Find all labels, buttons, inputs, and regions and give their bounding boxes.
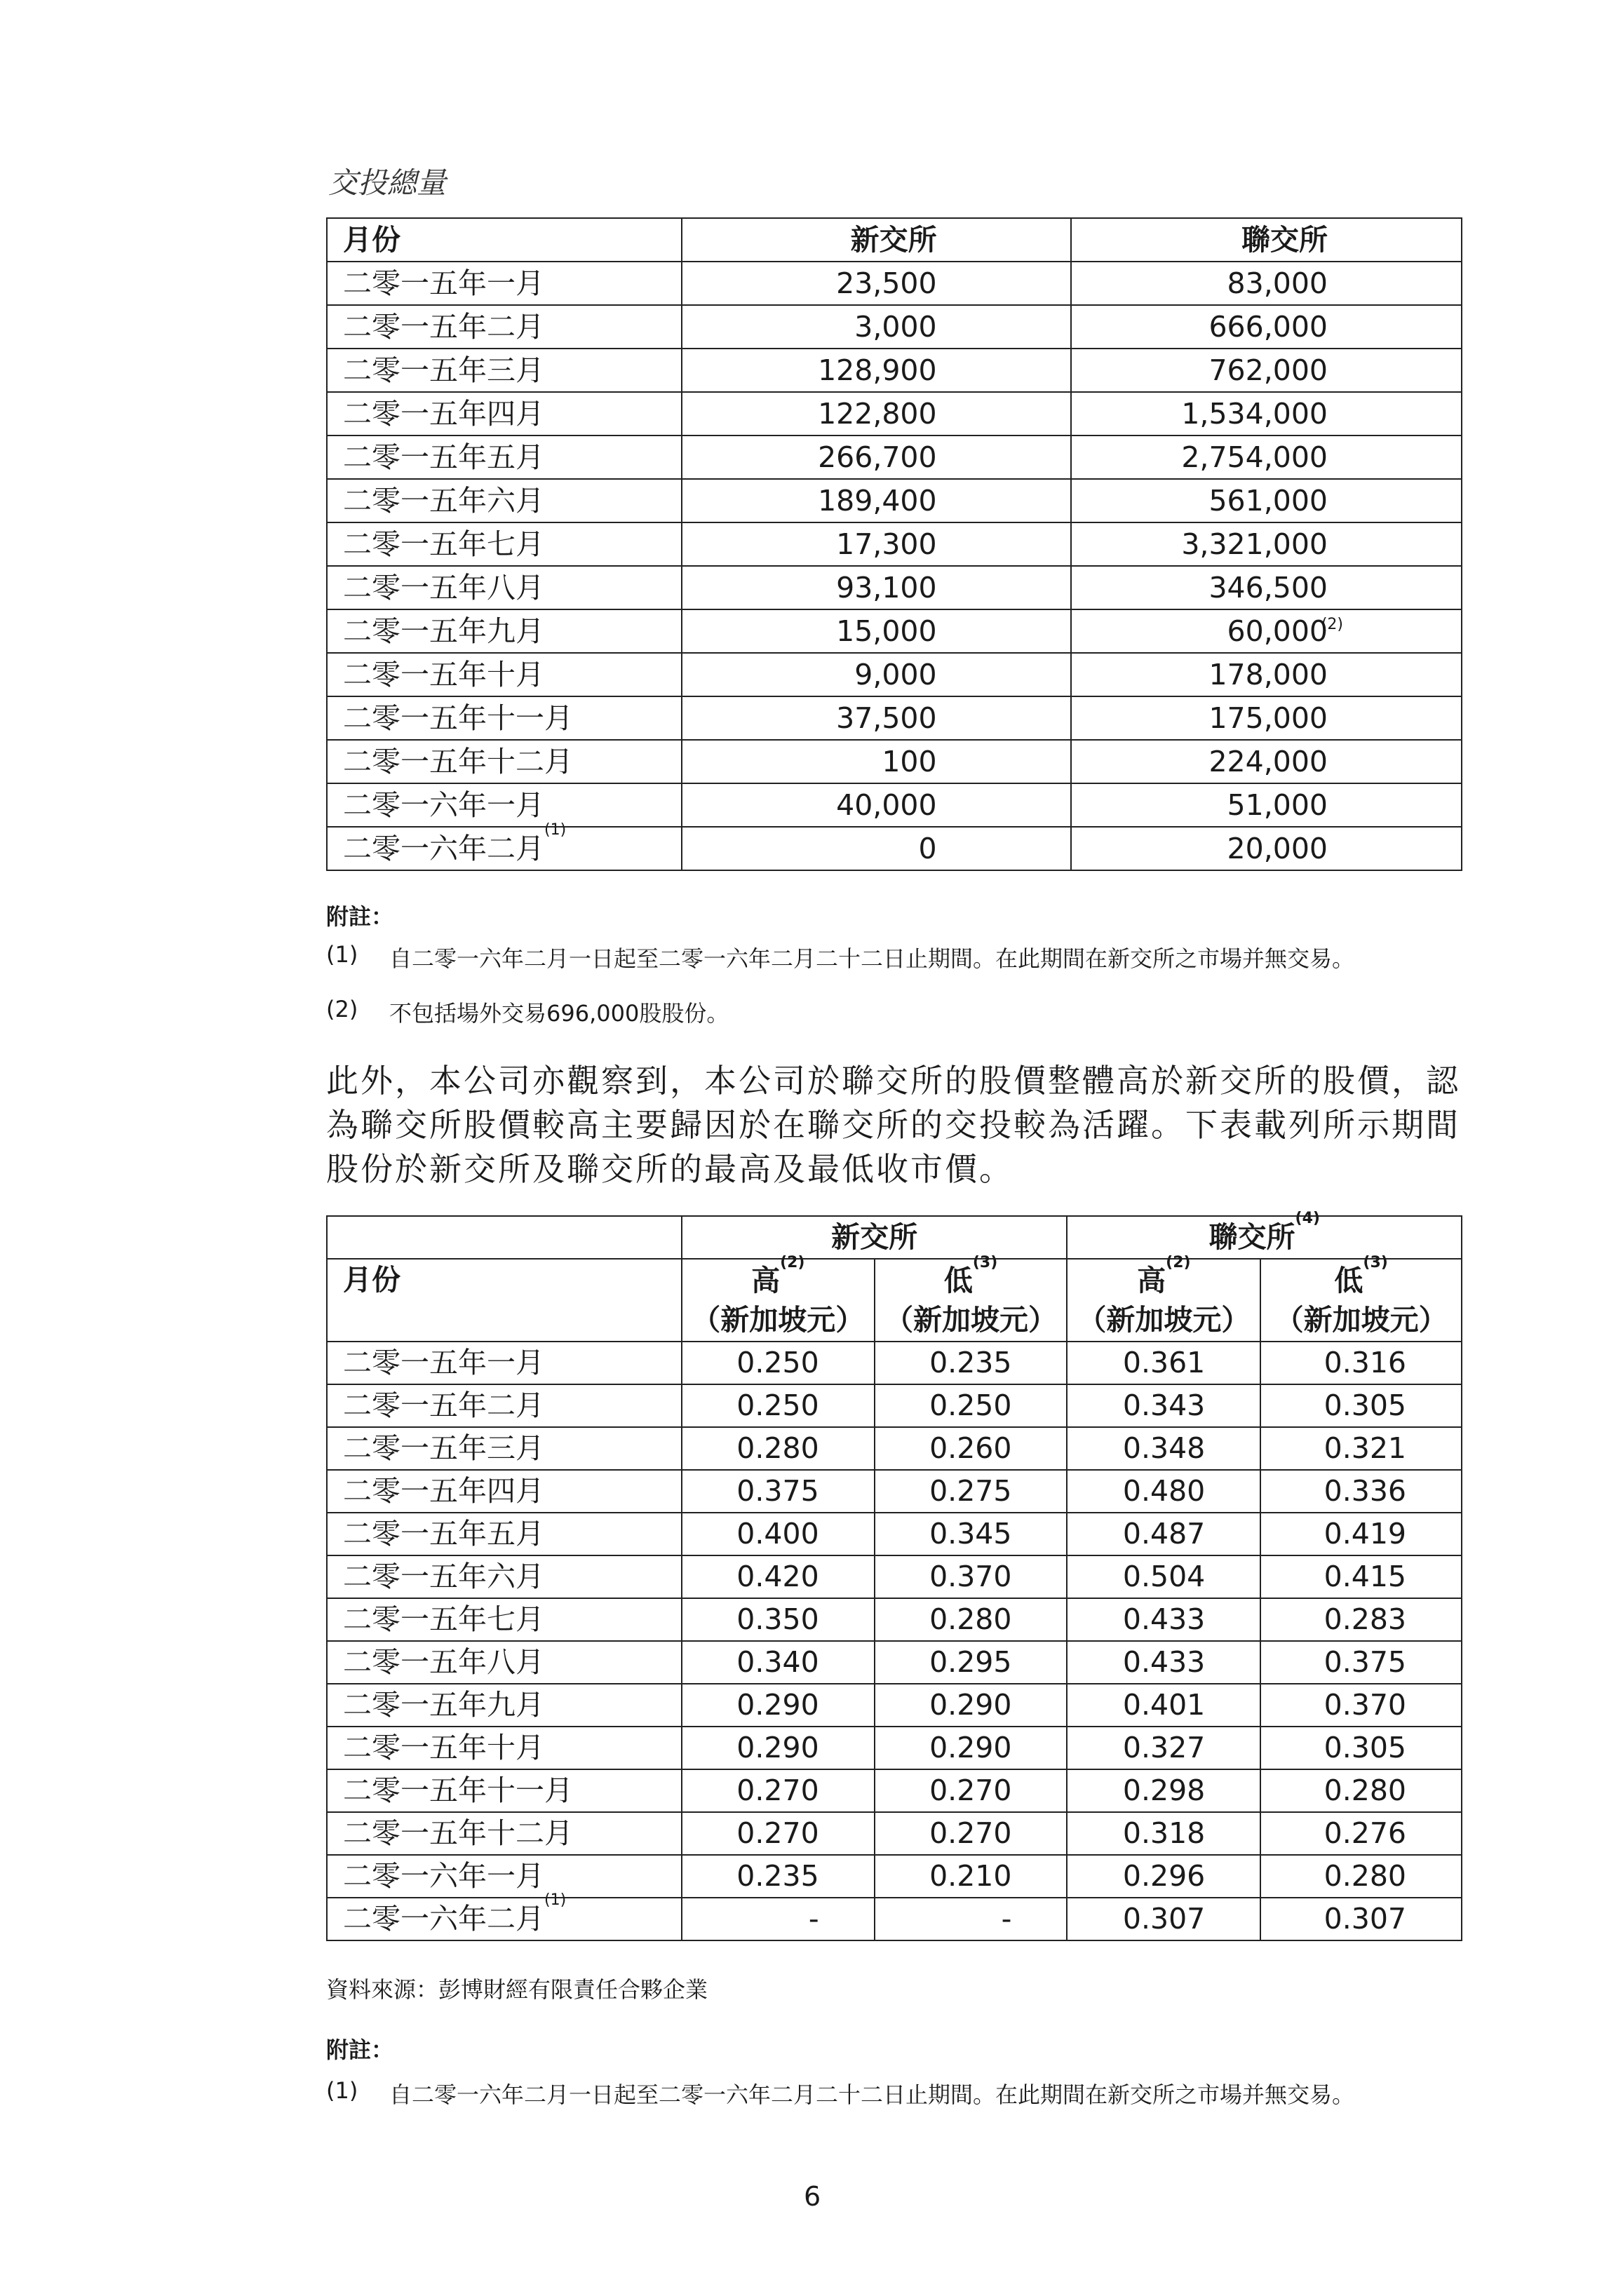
sgx-volume-cell: 128,900 (682, 349, 1070, 392)
hkex-low-cell: 0.419 (1260, 1513, 1462, 1555)
sgx-high-cell: 0.250 (682, 1342, 875, 1384)
sgx-high-header: 高$^{(2)}$ （新加坡元） (682, 1259, 875, 1342)
sgx-low-cell: 0.370 (875, 1555, 1068, 1598)
volume-row (327, 522, 1462, 566)
hkex-low-header: 低$^{(3)}$ （新加坡元） (1260, 1259, 1462, 1342)
sgx-low-cell: 0.260 (875, 1427, 1068, 1470)
price-row (327, 1727, 1462, 1769)
month-cell: 二零一五年五月 (327, 1513, 682, 1555)
hkex-high-cell: 0.504 (1067, 1555, 1260, 1598)
month-cell: 二零一五年六月 (327, 479, 682, 522)
month-cell: 二零一五年八月 (327, 1641, 682, 1684)
hkex-high-cell: 0.433 (1067, 1598, 1260, 1641)
price-group-header-row (327, 1216, 1462, 1259)
sgx-low-cell: 0.280 (875, 1598, 1068, 1641)
hkex-volume-cell: 561,000 (1071, 479, 1462, 522)
sgx-high-cell: 0.350 (682, 1598, 875, 1641)
sgx-high-cell: 0.250 (682, 1384, 875, 1427)
hkex-high-cell: 0.487 (1067, 1513, 1260, 1555)
hkex-volume-cell: 762,000 (1071, 349, 1462, 392)
sgx-volume-cell: 37,500 (682, 696, 1070, 740)
hkex-high-header: 高$^{(2)}$ （新加坡元） (1067, 1259, 1260, 1342)
month-cell: 二零一五年六月 (327, 1555, 682, 1598)
month-cell: 二零一五年七月 (327, 1598, 682, 1641)
price-row (327, 1898, 1462, 1940)
hkex-header: 聯交所 (1071, 218, 1462, 262)
sgx-volume-cell: 189,400 (682, 479, 1070, 522)
hkex-low-cell: 0.375 (1260, 1641, 1462, 1684)
source-note: 資料來源：彭博財經有限責任合夥企業 (326, 1976, 708, 2003)
sgx-high-cell: 0.340 (682, 1641, 875, 1684)
sgx-high-cell: - (682, 1898, 875, 1940)
volume-row (327, 827, 1462, 870)
sgx-volume-cell: 0 (682, 827, 1070, 870)
month-cell: 二零一五年十一月 (327, 1769, 682, 1812)
month-cell: 二零一五年七月 (327, 522, 682, 566)
month-cell: 二零一五年二月 (327, 1384, 682, 1427)
hkex-high-cell: 0.480 (1067, 1470, 1260, 1513)
month-cell: 二零一五年十二月 (327, 1812, 682, 1855)
hkex-volume-cell: 1,534,000 (1071, 392, 1462, 435)
sgx-high-cell: 0.290 (682, 1684, 875, 1727)
month-cell: 二零一五年九月 (327, 1684, 682, 1727)
month-cell: 二零一五年二月 (327, 305, 682, 349)
sgx-low-cell: - (875, 1898, 1068, 1940)
month-cell: 二零一六年一月 (327, 1855, 682, 1898)
month-cell: 二零一五年一月 (327, 262, 682, 305)
month-header: 月份 (327, 218, 682, 262)
price-row (327, 1598, 1462, 1641)
hkex-low-cell: 0.321 (1260, 1427, 1462, 1470)
month-cell: 二零一五年三月 (327, 349, 682, 392)
sgx-low-cell: 0.235 (875, 1342, 1068, 1384)
sgx-high-cell: 0.270 (682, 1812, 875, 1855)
month-cell: 二零一五年十一月 (327, 696, 682, 740)
price-sub-header-row (327, 1259, 1462, 1342)
month-cell: 二零一五年十二月 (327, 740, 682, 783)
price-note-1 (326, 2077, 1476, 2108)
hkex-high-cell: 0.343 (1067, 1384, 1260, 1427)
month-cell: 二零一五年十月 (327, 653, 682, 696)
volume-note-1 (326, 941, 1476, 972)
hkex-volume-cell: 83,000 (1071, 262, 1462, 305)
price-row (327, 1384, 1462, 1427)
hkex-volume-cell: 346,500 (1071, 566, 1462, 609)
month-cell: 二零一六年二月$^{(1)}$ (327, 827, 682, 870)
month-cell: 二零一五年四月 (327, 392, 682, 435)
hkex-high-cell: 0.348 (1067, 1427, 1260, 1470)
note-text: 不包括場外交易696,000股股份。 (389, 1000, 729, 1027)
sgx-low-cell: 0.290 (875, 1684, 1068, 1727)
sgx-low-cell: 0.275 (875, 1470, 1068, 1513)
price-row (327, 1342, 1462, 1384)
volume-row (327, 696, 1462, 740)
hkex-high-cell: 0.296 (1067, 1855, 1260, 1898)
note-key: (2) (326, 996, 358, 1022)
price-notes-heading: 附註： (326, 2037, 394, 2063)
note-key: (1) (326, 941, 358, 968)
sgx-volume-cell: 9,000 (682, 653, 1070, 696)
hkex-low-cell: 0.370 (1260, 1684, 1462, 1727)
sgx-high-cell: 0.270 (682, 1769, 875, 1812)
month-cell: 二零一六年一月 (327, 783, 682, 827)
volume-row (327, 740, 1462, 783)
sgx-high-cell: 0.420 (682, 1555, 875, 1598)
price-row (327, 1555, 1462, 1598)
hkex-volume-cell: 20,000 (1071, 827, 1462, 870)
volume-row (327, 479, 1462, 522)
month-cell: 二零一五年四月 (327, 1470, 682, 1513)
blank-header-cell (327, 1216, 682, 1259)
volume-row (327, 566, 1462, 609)
volume-row (327, 262, 1462, 305)
hkex-high-cell: 0.307 (1067, 1898, 1260, 1940)
hkex-high-cell: 0.318 (1067, 1812, 1260, 1855)
sgx-low-cell: 0.250 (875, 1384, 1068, 1427)
hkex-low-cell: 0.280 (1260, 1855, 1462, 1898)
sgx-volume-cell: 266,700 (682, 435, 1070, 479)
body-paragraph: 此外，本公司亦觀察到，本公司於聯交所的股價整體高於新交所的股價，認為聯交所股價較高主要歸因於在聯交所的交投較為活躍。下表載列所示期間股份於新交所及聯交所的最高及最低收市價。 (326, 1062, 1460, 1188)
price-row (327, 1470, 1462, 1513)
sgx-volume-cell: 3,000 (682, 305, 1070, 349)
sgx-volume-cell: 93,100 (682, 566, 1070, 609)
sgx-high-cell: 0.280 (682, 1427, 875, 1470)
hkex-low-cell: 0.307 (1260, 1898, 1462, 1940)
sgx-volume-cell: 100 (682, 740, 1070, 783)
sgx-header: 新交所 (682, 218, 1070, 262)
month-header: 月份 (327, 1259, 682, 1342)
sgx-high-cell: 0.400 (682, 1513, 875, 1555)
volume-row (327, 435, 1462, 479)
month-cell: 二零一五年八月 (327, 566, 682, 609)
volume-row (327, 392, 1462, 435)
sgx-high-cell: 0.235 (682, 1855, 875, 1898)
sgx-volume-cell: 15,000 (682, 609, 1070, 653)
sgx-low-cell: 0.345 (875, 1513, 1068, 1555)
sgx-low-cell: 0.210 (875, 1855, 1068, 1898)
price-row (327, 1641, 1462, 1684)
sgx-low-cell: 0.290 (875, 1727, 1068, 1769)
price-table (326, 1210, 1462, 1941)
page-number: 6 (804, 2181, 821, 2212)
hkex-high-cell: 0.361 (1067, 1342, 1260, 1384)
hkex-high-cell: 0.298 (1067, 1769, 1260, 1812)
month-cell: 二零一五年九月 (327, 609, 682, 653)
sgx-volume-cell: 17,300 (682, 522, 1070, 566)
sgx-volume-cell: 23,500 (682, 262, 1070, 305)
volume-row (327, 609, 1462, 653)
volume-row (327, 305, 1462, 349)
hkex-volume-cell: 3,321,000 (1071, 522, 1462, 566)
month-cell: 二零一六年二月$^{(1)}$ (327, 1898, 682, 1940)
month-cell: 二零一五年十月 (327, 1727, 682, 1769)
sgx-low-cell: 0.270 (875, 1769, 1068, 1812)
hkex-volume-cell: 60,000 (2) (1071, 609, 1462, 653)
hkex-high-cell: 0.401 (1067, 1684, 1260, 1727)
price-row (327, 1769, 1462, 1812)
note-text: 自二零一六年二月一日起至二零一六年二月二十二日止期間。在此期間在新交所之市場并無交易。 (389, 945, 1355, 972)
hkex-low-cell: 0.336 (1260, 1470, 1462, 1513)
price-row (327, 1684, 1462, 1727)
hkex-low-cell: 0.305 (1260, 1727, 1462, 1769)
hkex-volume-cell: 2,754,000 (1071, 435, 1462, 479)
sgx-group-header: 新交所 (682, 1216, 1068, 1259)
sgx-volume-cell: 40,000 (682, 783, 1070, 827)
note-key: (1) (326, 2077, 358, 2104)
price-row (327, 1427, 1462, 1470)
sgx-low-header: 低$^{(3)}$ （新加坡元） (875, 1259, 1068, 1342)
sgx-low-cell: 0.270 (875, 1812, 1068, 1855)
price-row (327, 1513, 1462, 1555)
hkex-volume-cell: 178,000 (1071, 653, 1462, 696)
hkex-low-cell: 0.316 (1260, 1342, 1462, 1384)
volume-header-row (327, 218, 1462, 262)
hkex-low-cell: 0.276 (1260, 1812, 1462, 1855)
hkex-volume-cell: 51,000 (1071, 783, 1462, 827)
volume-note-2 (326, 996, 1476, 1027)
sgx-high-cell: 0.290 (682, 1727, 875, 1769)
hkex-volume-cell: 175,000 (1071, 696, 1462, 740)
month-cell: 二零一五年一月 (327, 1342, 682, 1384)
hkex-low-cell: 0.283 (1260, 1598, 1462, 1641)
hkex-volume-cell: 666,000 (1071, 305, 1462, 349)
note-text: 自二零一六年二月一日起至二零一六年二月二十二日止期間。在此期間在新交所之市場并無交易。 (389, 2081, 1355, 2108)
volume-row (327, 783, 1462, 827)
sgx-volume-cell: 122,800 (682, 392, 1070, 435)
hkex-high-cell: 0.327 (1067, 1727, 1260, 1769)
volume-row (327, 653, 1462, 696)
hkex-low-cell: 0.305 (1260, 1384, 1462, 1427)
volume-notes-heading: 附註： (326, 903, 394, 930)
volume-table (326, 217, 1462, 871)
volume-row (327, 349, 1462, 392)
hkex-volume-cell: 224,000 (1071, 740, 1462, 783)
sgx-high-cell: 0.375 (682, 1470, 875, 1513)
volume-title: 交投總量 (328, 166, 447, 200)
month-cell: 二零一五年三月 (327, 1427, 682, 1470)
hkex-high-cell: 0.433 (1067, 1641, 1260, 1684)
hkex-group-header: 聯交所$^{(4)}$ (1067, 1216, 1462, 1259)
hkex-low-cell: 0.280 (1260, 1769, 1462, 1812)
sgx-low-cell: 0.295 (875, 1641, 1068, 1684)
month-cell: 二零一五年五月 (327, 435, 682, 479)
price-row (327, 1855, 1462, 1898)
price-row (327, 1812, 1462, 1855)
hkex-low-cell: 0.415 (1260, 1555, 1462, 1598)
